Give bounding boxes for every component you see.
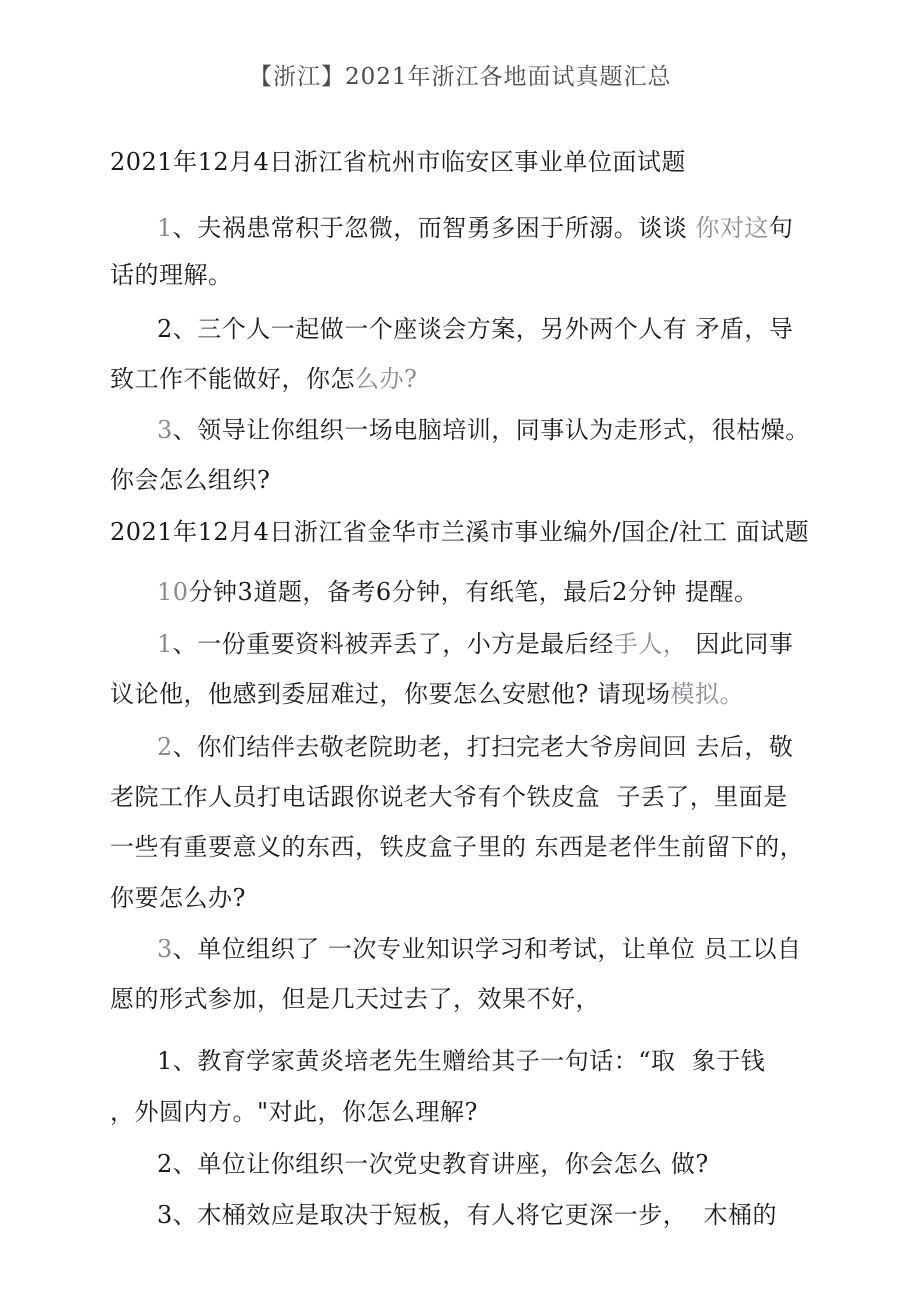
section-heading-lanxi: 2021年12月4日浙江省金华市兰溪市事业编外/国企/社工 面试题	[110, 518, 810, 546]
question-2-line-4: 你要怎么办?	[110, 884, 246, 912]
question-3-line-1	[157, 933, 802, 965]
question-number: 1	[157, 214, 173, 242]
question-text: 、单位组织了 一次专业知识学习和考试，让单位 员工以自	[172, 935, 802, 963]
question-2-line-1: 2、单位让你组织一次党史教育讲座，你会怎么 做?	[157, 1150, 709, 1178]
question-1-line-1: 1、教育学家黄炎培老先生赠给其子一句话：“取 象于钱	[157, 1047, 766, 1075]
question-text: 、夫祸患常积于忽微，而智勇多困于所溺。谈谈	[172, 214, 696, 242]
question-text-faint: 模拟。	[670, 680, 744, 708]
question-3-line-2: 愿的形式参加，但是几天过去了，效果不好，	[110, 985, 600, 1013]
question-3-line-1	[157, 414, 810, 446]
question-2-line-2: 老院工作人员打电话跟你说老大爷有个铁皮盒 子丢了，里面是	[110, 783, 788, 811]
section-intro	[157, 576, 758, 608]
question-number: 3	[157, 935, 173, 963]
question-number: 3	[157, 416, 173, 444]
question-3-line-1: 3、木桶效应是取决于短板，有人将它更深一步， 木桶的	[157, 1201, 778, 1229]
question-text: 致工作不能做好，你怎	[110, 365, 355, 393]
question-1-line-1	[157, 212, 793, 244]
question-1-line-2: ，外圆内方。"对此，你怎么理解?	[110, 1098, 478, 1126]
question-text: 、你们结伴去敬老院助老，打扫完老大爷房间回 去后，敬	[172, 733, 794, 761]
section-heading-hangzhou: 2021年12月4日浙江省杭州市临安区事业单位面试题	[110, 148, 686, 176]
intro-number: 10	[157, 578, 189, 606]
question-text-faint: 手人，	[613, 630, 688, 658]
question-text: 议论他，他感到委屈难过，你要怎么安慰他? 请现场	[110, 680, 671, 708]
question-2-line-1: 2、三个人一起做一个座谈会方案，另外两个人有 矛盾，导	[157, 315, 794, 343]
question-text: 因此同事	[687, 630, 794, 658]
question-2-line-1	[157, 731, 793, 763]
question-1-line-2: 话的理解。	[110, 261, 233, 289]
question-text: 、领导让你组织一场电脑培训，同事认为走形式，很枯燥。	[172, 416, 810, 444]
question-2-line-2	[110, 363, 417, 395]
question-text: 句	[768, 214, 794, 242]
question-text-faint: 么办?	[355, 365, 418, 393]
intro-text: 分钟3道题，备考6分钟，有纸笔，最后2分钟 提醒。	[188, 578, 759, 606]
question-1-line-1	[157, 628, 793, 660]
question-number: 2	[157, 733, 173, 761]
question-number: 1	[157, 630, 173, 658]
question-3-line-2: 你会怎么组织?	[110, 466, 271, 494]
question-text: 、一份重要资料被弄丢了，小方是最后经	[172, 630, 614, 658]
question-2-line-3: 一些有重要意义的东西，铁皮盒子里的 东西是老伴生前留下的，	[110, 833, 805, 861]
document-title: 【浙江】2021年浙江各地面试真题汇总	[249, 64, 672, 90]
question-text-faint: 你对这	[695, 214, 769, 242]
question-1-line-2	[110, 678, 744, 710]
